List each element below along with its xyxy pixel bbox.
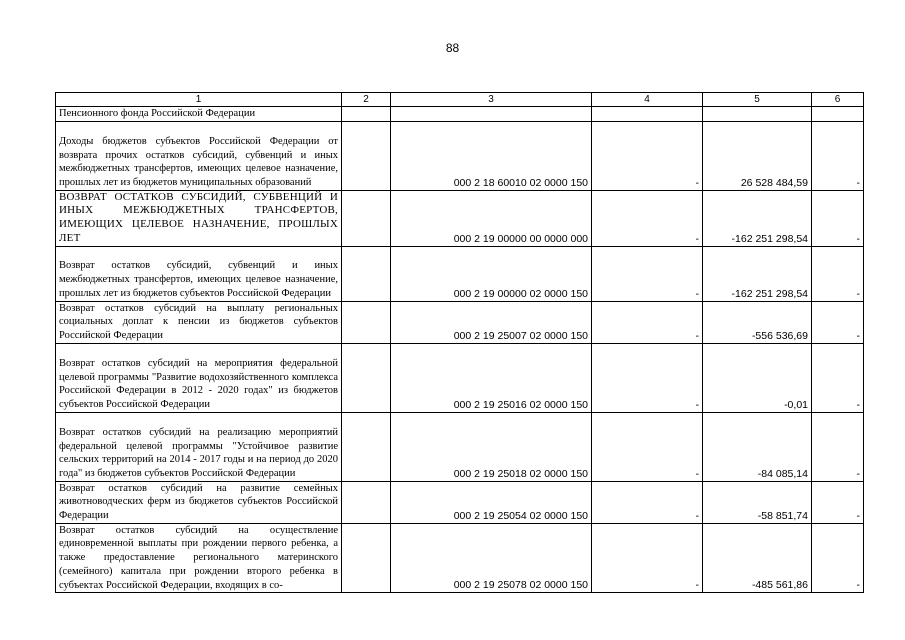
row-col6: -	[812, 246, 864, 301]
page-number: 88	[445, 41, 460, 55]
row-col4: -	[592, 301, 703, 343]
row-col2	[342, 523, 391, 593]
row-col6: -	[812, 343, 864, 412]
row-name: ВОЗВРАТ ОСТАТКОВ СУБСИДИЙ, СУБВЕНЦИЙ И ИНЫХ МЕЖБЮДЖЕТНЫХ ТРАНСФЕРТОВ, ИМЕЮЩИХ ЦЕЛЕВОЕ НАЗНАЧЕНИЕ, ПРОШЛЫХ ЛЕТ	[56, 190, 342, 246]
row-col5: -162 251 298,54	[703, 246, 812, 301]
row-col6	[812, 107, 864, 122]
table-row	[56, 107, 864, 122]
row-name: Возврат остатков субсидий, субвенций и иных межбюджетных трансфертов, имеющих целевое назначение, прошлых лет из бюджетов субъектов Российской Федерации	[56, 246, 342, 301]
table-row	[56, 343, 864, 412]
row-name: Возврат остатков субсидий на выплату региональных социальных доплат к пенсии из бюджетов субъектов Российской Федерации	[56, 301, 342, 343]
row-col4: -	[592, 246, 703, 301]
table-row	[56, 246, 864, 301]
row-col5: -0,01	[703, 343, 812, 412]
row-col5: -485 561,86	[703, 523, 812, 593]
row-name: Возврат остатков субсидий на развитие семейных животноводческих ферм из бюджетов субъектов Российской Федерации	[56, 481, 342, 523]
row-name: Возврат остатков субсидий на мероприятия федеральной целевой программы "Развитие водохозяйственного комплекса Российской Федерации в 2012 - 2020 годах" из бюджетов субъектов Российской Федерации	[56, 343, 342, 412]
row-col2	[342, 190, 391, 246]
row-col2	[342, 107, 391, 122]
row-col4: -	[592, 481, 703, 523]
table-header-row	[56, 93, 864, 107]
table-row	[56, 190, 864, 246]
column-header-1: 1	[56, 93, 342, 107]
row-col6: -	[812, 523, 864, 593]
row-col6: -	[812, 481, 864, 523]
row-name: Доходы бюджетов субъектов Российской Федерации от возврата прочих остатков субсидий, субвенций и иных межбюджетных трансфертов, имеющих целевое назначение, прошлых лет из бюджетов муниципальных образований	[56, 121, 342, 190]
row-code: 000 2 19 00000 02 0000 150	[391, 246, 592, 301]
row-col4: -	[592, 412, 703, 481]
row-col4: -	[592, 523, 703, 593]
row-col6: -	[812, 412, 864, 481]
table-row	[56, 481, 864, 523]
column-header-3: 3	[391, 93, 592, 107]
row-col4: -	[592, 190, 703, 246]
row-code: 000 2 19 25018 02 0000 150	[391, 412, 592, 481]
row-col5: -162 251 298,54	[703, 190, 812, 246]
row-col2	[342, 246, 391, 301]
row-col4: -	[592, 343, 703, 412]
row-col5	[703, 107, 812, 122]
row-col2	[342, 121, 391, 190]
row-col2	[342, 301, 391, 343]
row-code: 000 2 18 60010 02 0000 150	[391, 121, 592, 190]
row-col5: -58 851,74	[703, 481, 812, 523]
row-col4: -	[592, 121, 703, 190]
table-row	[56, 412, 864, 481]
row-name: Возврат остатков субсидий на реализацию мероприятий федеральной целевой программы "Устойчивое развитие сельских территорий на 2014 - 2017 годы и на период до 2020 года" из бюджетов субъектов Российской Федерации	[56, 412, 342, 481]
table-row	[56, 121, 864, 190]
column-header-6: 6	[812, 93, 864, 107]
row-code: 000 2 19 25007 02 0000 150	[391, 301, 592, 343]
row-code: 000 2 19 00000 00 0000 000	[391, 190, 592, 246]
row-name: Возврат остатков субсидий на осуществление единовременной выплаты при рождении первого ребенка, а также предоставление регионального материнского (семейного) капитала при рождении второго ребенка в субъектах Российской Федерации, входящих в со-	[56, 523, 342, 593]
row-col6: -	[812, 301, 864, 343]
column-header-2: 2	[342, 93, 391, 107]
row-col6: -	[812, 190, 864, 246]
row-col6: -	[812, 121, 864, 190]
row-col2	[342, 481, 391, 523]
column-header-5: 5	[703, 93, 812, 107]
row-col2	[342, 343, 391, 412]
row-name: Пенсионного фонда Российской Федерации	[56, 107, 342, 122]
table-row	[56, 523, 864, 593]
row-code: 000 2 19 25054 02 0000 150	[391, 481, 592, 523]
row-col2	[342, 412, 391, 481]
row-code: 000 2 19 25016 02 0000 150	[391, 343, 592, 412]
row-col5: -84 085,14	[703, 412, 812, 481]
column-header-4: 4	[592, 93, 703, 107]
table-row	[56, 301, 864, 343]
row-code	[391, 107, 592, 122]
row-col5: -556 536,69	[703, 301, 812, 343]
row-col5: 26 528 484,59	[703, 121, 812, 190]
row-code: 000 2 19 25078 02 0000 150	[391, 523, 592, 593]
budget-table	[55, 92, 864, 593]
row-col4	[592, 107, 703, 122]
